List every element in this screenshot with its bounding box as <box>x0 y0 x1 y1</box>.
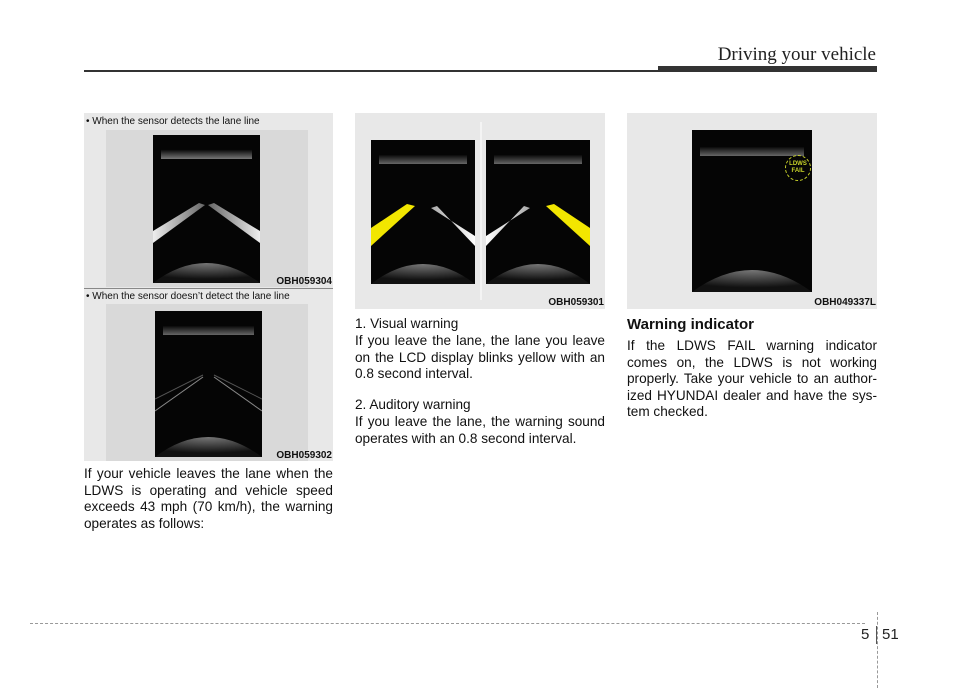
lane-graphic-left-warning <box>371 140 475 284</box>
middle-panel-separator <box>480 122 482 300</box>
footer-vertical-rule <box>877 612 878 688</box>
figure-code-warning: OBH059301 <box>548 297 604 308</box>
page-number-divider <box>876 626 877 644</box>
chapter-number: 5 <box>861 626 870 643</box>
auditory-warning-title: 2. Auditory warning <box>355 397 471 412</box>
lcd-display-left-warning <box>371 140 475 284</box>
lane-graphic-right-warning <box>486 140 590 284</box>
footer-rule <box>30 623 865 624</box>
lcd-display-detect <box>153 135 260 283</box>
lane-graphic-no-detect <box>155 311 262 457</box>
ldws-fail-graphic <box>692 130 812 292</box>
figure-code-ldws-fail: OBH049337L <box>814 297 876 308</box>
visual-warning-text: If you leave the lane, the lane you leave on the LCD display blinks yellow with an 0.8 second interval. <box>355 333 605 381</box>
lcd-display-ldws-fail <box>692 130 812 292</box>
visual-warning-title: 1. Visual warning <box>355 316 459 331</box>
figure-code-detect: OBH059304 <box>276 276 332 287</box>
caption-sensor-detects: • When the sensor detects the lane line <box>86 116 260 127</box>
page-number: 51 <box>882 626 899 643</box>
lane-graphic-detect <box>153 135 260 283</box>
figure-code-no-detect: OBH059302 <box>276 450 332 461</box>
warning-indicator-heading: Warning indicator <box>627 316 754 333</box>
warning-indicator-text: If the LDWS FAIL warning indicator comes on, the LDWS is not working properly. Take your vehicle to an author-ized HYUNDAI dealer and have the sys-tem checked. <box>627 338 877 419</box>
ldws-fail-badge-icon <box>785 155 811 181</box>
caption-sensor-not-detects: • When the sensor doesn’t detect the lane line <box>86 291 290 302</box>
ldws-badge-line1: LDWS <box>789 161 807 167</box>
lcd-display-no-detect <box>155 311 262 457</box>
header-rule <box>84 70 659 72</box>
panel-divider <box>84 288 333 289</box>
auditory-warning-text: If you leave the lane, the warning sound operates with an 0.8 second interval. <box>355 414 605 446</box>
left-paragraph: If your vehicle leaves the lane when the LDWS is operating and vehicle speed exceeds 43 mph (70 km/h), the warning operates as follows: <box>84 466 333 531</box>
header-rule-accent <box>658 66 877 72</box>
ldws-badge-line2: FAIL <box>791 168 805 174</box>
lcd-display-right-warning <box>486 140 590 284</box>
page-header-title: Driving your vehicle <box>717 44 876 65</box>
